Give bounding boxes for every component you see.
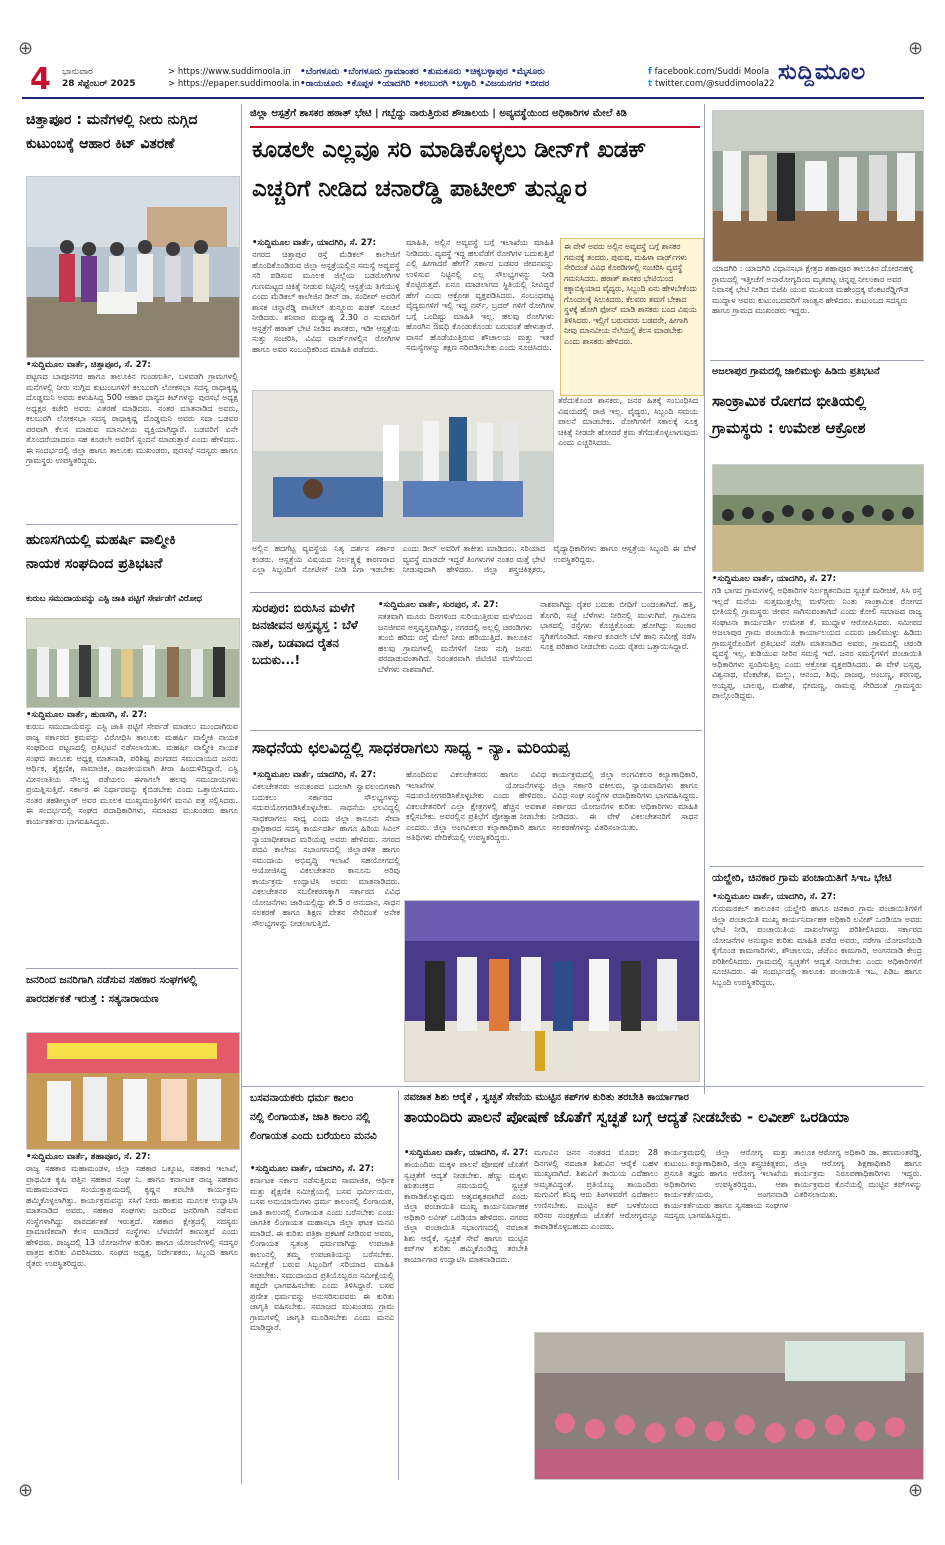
divider [250, 730, 702, 731]
story4-photo [712, 464, 924, 572]
registration-mark-icon: ⊕ [18, 1480, 34, 1501]
story7-body: ಕರ್ನಾಟಕ ಸರ್ಕಾರ ನಡೆಸುತ್ತಿರುವ ಸಾಮಾಜಿಕ, ಆರ್ಥಿಕ ಮತ್ತು ಶೈಕ್ಷಣಿಕ ಸಮೀಕ್ಷೆಯಲ್ಲಿ ಬಸವ ಧರ್ಮೀಯರು, ಬಸವ ಅನುಯಾಯಿಗಳು ಧರ್ಮ ಕಾಲಂನಲ್ಲಿ ಲಿಂಗಾಯತ, ಜಾತಿ ಕಾಲಂನಲ್ಲಿ ಲಿಂಗಾಯತ ಎಂದು ಬರೆಸಬೇಕು ಎಂದು ಜಾಗತಿಕ ಲಿಂಗಾಯತ ಮಹಾಸಭಾ ಜಿಲ್ಲಾ ಘಟಕ ಮನವಿ ಮಾಡಿದೆ. ಈ ಕುರಿತು ಪತ್ರಿಕಾ ಪ್ರಕಟಣೆ ನೀಡಿರುವ ಅವರು, ಲಿಂಗಾಯತ ಸ್ವತಂತ್ರ ಧರ್ಮವಾಗಿದ್ದು ಉಪಜಾತಿ ಕಾಲಂನಲ್ಲಿ ತಮ್ಮ ಉಪಜಾತಿಯನ್ನು ಬರೆಸಬೇಕು. ಸಮೀಕ್ಷೆಗೆ ಬರುವ ಸಿಬ್ಬಂದಿಗೆ ಸರಿಯಾದ ಮಾಹಿತಿ ನೀಡಬೇಕು. ಸಮುದಾಯದ ಪ್ರತಿಯೊಬ್ಬರೂ ಸಮೀಕ್ಷೆಯಲ್ಲಿ ತಪ್ಪದೇ ಭಾಗವಹಿಸಬೇಕು ಎಂದು ತಿಳಿಸಿದ್ದಾರೆ. ಬಸವ ಪ್ರಣೀತ ಧರ್ಮವನ್ನು ಅನುಸರಿಸುವವರು ಈ ಕುರಿತು ಜಾಗೃತಿ ವಹಿಸಬೇಕು. ಸಮಾಜದ ಮುಖಂಡರು ಗ್ರಾಮ ಗ್ರಾಮಗಳಲ್ಲಿ ಜಾಗೃತಿ ಮೂಡಿಸಬೇಕು ಎಂದು ಮನವಿ ಮಾಡಿದ್ದಾರೆ. [250, 1176, 394, 1332]
story6-headline: ಸುರಪುರ: ಬಿರುಸಿನ ಮಳೆಗೆ ಜನಜೀವನ ಅಸ್ತವ್ಯಸ್ತ : ಬೆಳೆ ನಾಶ, ಬಡವಾದ ರೈತನ ಬದುಕು...! [252, 601, 358, 668]
lead-body-col1: ನಗರದ ಚಿತ್ತಾಪುರ ರಸ್ತೆ ಮೆಡಿಕಲ್ ಕಾಲೇಜಿಗೆ ಹೊಂದಿಕೊಂಡಿರುವ ಜಿಲ್ಲಾ ಆಸ್ಪತ್ರೆಯಲ್ಲಿನ ಸಮಸ್ಯೆ ಅವ್ಯವಸ್ಥೆ ಸರಿ ಪಡಿಸುವ ಮೂಲಕ ಜಿಲ್ಲೆಯ ಬಡರೋಗಿಗಳ ಗುಣಮಟ್ಟದ ಚಿಕಿತ್ಸೆ ನೀಡುವ ನಿಟ್ಟಿನಲ್ಲಿ ಆಸ್ಪತ್ರೆಯ ತಿಗೆಯುಳ್ಳಿ ಎಂದು ಮೆಡಿಕಲ್ ಕಾಲೇಜಿನ ಡೀನ್ ಡಾ. ಸಂದೀಪ್ ಅವರಿಗೆ ಶಾಸಕ ಚನ್ನಾರೆಡ್ಡಿ ಪಾಟೀಲ್ ತುನ್ನೂರು ಖಡಕ್ ಸೂಚನೆ ನೀಡಿದರು. ಶನಿವಾರ ಮಧ್ಯಾಹ್ನ 2.30 ರ ಸುಮಾರಿಗೆ ಆಸ್ಪತ್ರೆಗೆ ಹಠಾತ್ ಭೇಟಿ ನೀಡಿದ ಶಾಸಕರು, ಇಡೀ ಆಸ್ಪತ್ರೆಯ ಸುತ್ತು ಸಂಚರಿಸಿ, ವಿವಿಧ ವಾರ್ಡ್‌ಗಳಲ್ಲಿನ ರೋಗಿಗಳ ಹಾಗೂ ಅವರ ಸಂಬಂಧಿಕರಿಂದ ಮಾಹಿತಿ ಪಡೆದರು. [252, 250, 400, 354]
story7-headline-line1: ಬಸವನಾಯಕರು ಧರ್ಮ ಕಾಲಂ [250, 1092, 354, 1104]
story2-body: ಕುರುಬ ಸಮುದಾಯವನ್ನು ಎಸ್ಟಿ ಜಾತಿ ಪಟ್ಟಿಗೆ ಸೇರ್ಪಡೆ ಮಾಡಲು ಮುಂದಾಗಿರುವ ರಾಜ್ಯ ಸರ್ಕಾರದ ಕ್ರಮವನ್ನು ವಿರೋಧಿಸಿ ತಾಲೂಕು ಮಹರ್ಷಿ ವಾಲ್ಮೀಕಿ ನಾಯಕ ಸಂಘದಿಂದ ಪಟ್ಟಣದಲ್ಲಿ ಪ್ರತಿಭಟನೆ ನಡೆಸಲಾಯಿತು. ಮಹರ್ಷಿ ವಾಲ್ಮೀಕಿ ನಾಯಕ ಸಂಘದ ತಾಲೂಕು ಅಧ್ಯಕ್ಷ ಮಾತನಾಡಿ, ಪರಿಶಿಷ್ಟ ಪಂಗಡದ ಸಮುದಾಯದ ಜನರು ಆರ್ಥಿಕ, ಶೈಕ್ಷಣಿಕ, ಸಾಮಾಜಿಕ, ರಾಜಕೀಯವಾಗಿ ತೀರಾ ಹಿಂದುಳಿದಿದ್ದಾರೆ. ಎಸ್ಟಿ ಮೀಸಲಾತಿಯ ಸೌಲಭ್ಯ ಪಡೆಯಲು ಈಗಾಗಲೇ ಹಲವು ಸಮುದಾಯಗಳು ಪ್ರಯತ್ನಿಸುತ್ತಿವೆ. ಸರ್ಕಾರ ಈ ನಿರ್ಧಾರವನ್ನು ಕೈಬಿಡಬೇಕು ಎಂದು ಒತ್ತಾಯಿಸಿದರು. ನಂತರ ತಹಶೀಲ್ದಾರ್ ಅವರ ಮೂಲಕ ಮುಖ್ಯಮಂತ್ರಿಗಳಿಗೆ ಮನವಿ ಪತ್ರ ಸಲ್ಲಿಸಿದರು. ಈ ಸಂದರ್ಭದಲ್ಲಿ ಸಂಘದ ಪದಾಧಿಕಾರಿಗಳು, ಸಮಾಜದ ಮುಖಂಡರು ಹಾಗೂ ಕಾರ್ಯಕರ್ತರು ಭಾಗವಹಿಸಿದ್ದರು. [26, 722, 238, 826]
story1-headline-line2: ಕುಟುಂಬಕ್ಕೆ ಆಹಾರ ಕಿಟ್ ವಿತರಣೆ [26, 135, 175, 152]
story1-headline [26, 112, 238, 153]
story5-body: ಗುರುಮಠಕಲ್ ತಾಲೂಕಿನ ಯಲ್ಹೇರಿ ಹಾಗೂ ಚಿನಕಾರ ಗ್ರಾಮ ಪಂಚಾಯಿತಿಗಳಿಗೆ ಜಿಲ್ಲಾ ಪಂಚಾಯಿತಿ ಮುಖ್ಯ ಕಾರ್ಯನಿರ್ವಾಹಕ ಅಧಿಕಾರಿ ಲವೀಶ್ ಒರಡಿಯಾ ಅವರು ಭೇಟಿ ನೀಡಿ, ಪಂಚಾಯಿತಿಯ ದಾಖಲೆಗಳನ್ನು ಪರಿಶೀಲಿಸಿದರು. ಸರ್ಕಾರದ ಯೋಜನೆಗಳ ಅನುಷ್ಠಾನ ಕುರಿತು ಮಾಹಿತಿ ಪಡೆದ ಅವರು, ನರೇಗಾ ಯೋಜನೆಯಡಿ ಕೈಗೊಂಡ ಕಾಮಗಾರಿಗಳು, ಶೌಚಾಲಯ, ಜೆಜೆಎಂ ಕಾಮಗಾರಿ, ಅಂಗನವಾಡಿ ಕೇಂದ್ರ ಪರಿಶೀಲಿಸಿದರು. ಗ್ರಾಮದಲ್ಲಿ ಸ್ವಚ್ಛತೆಗೆ ಆದ್ಯತೆ ನೀಡಬೇಕು ಎಂದು ಅಧಿಕಾರಿಗಳಿಗೆ ಸೂಚಿಸಿದರು. ಈ ಸಂದರ್ಭದಲ್ಲಿ ತಾಲೂಕು ಪಂಚಾಯಿತಿ ಇಒ, ಪಿಡಿಒ ಹಾಗೂ ಸಿಬ್ಬಂದಿ ಉಪಸ್ಥಿತರಿದ್ದರು. [712, 904, 922, 987]
lead-rule [250, 126, 700, 128]
people-photo-icon [27, 177, 239, 357]
editions-line-2: •ರಾಯಚೂರು •ಕೊಪ್ಪಳ •ಯಾದಗಿರಿ •ಕಲಬುರಗಿ •ಬಳ್ಳಾರಿ •ವಿಜಯನಗರ •ಬೀದರ [300, 79, 550, 89]
story4-headline [712, 392, 922, 438]
story4-kicker: ಅಜಲಾಪುರ ಗ್ರಾಮದಲ್ಲಿ ಜಾಲಿಮುಳ್ಳು ಹಿಡಿದು ಪ್ರತಿಭಟನೆ [712, 366, 880, 377]
feature-body-col1: ವಿಕಲಚೇತನರು ಅನುಕಂಪದ ಬದಲಾಗಿ ಸ್ವಾವಲಂಬಿಗಳಾಗಿ ಬದುಕಲು ಸರ್ಕಾರದ ಸೌಲಭ್ಯಗಳನ್ನು ಸದುಪಯೋಗಪಡಿಸಿಕೊಳ್ಳಬೇಕು. ಸಾಧನೆಯ ಛಲವಿದ್ದಲ್ಲಿ ಸಾಧಕರಾಗಲು ಸಾಧ್ಯ ಎಂದು ಜಿಲ್ಲಾ ಕಾನೂನು ಸೇವಾ ಪ್ರಾಧಿಕಾರದ ಸದಸ್ಯ ಕಾರ್ಯದರ್ಶಿ ಹಾಗೂ ಹಿರಿಯ ಸಿವಿಲ್ ನ್ಯಾಯಾಧೀಶರಾದ ಮರಿಯಪ್ಪ ಅವರು ಹೇಳಿದರು. ನಗರದ ಪದವಿ ಕಾಲೇಜು ಸಭಾಂಗಣದಲ್ಲಿ ಜಿಲ್ಲಾಡಳಿತ ಹಾಗೂ ಸಮುದಾಯ ಅಭಿವೃದ್ಧಿ ಇಲಾಖೆ ಸಹಯೋಗದಲ್ಲಿ ಆಯೋಜಿಸಿದ್ದ ವಿಕಲಚೇತನರ ಕಾನೂನು ಅರಿವು ಕಾರ್ಯಕ್ರಮ ಉದ್ಘಾಟಿಸಿ ಅವರು ಮಾತನಾಡಿದರು. ವಿಕಲಚೇತನರ ಸಬಲೀಕರಣಕ್ಕಾಗಿ ಸರ್ಕಾರದ ವಿವಿಧ ಯೋಜನೆಗಳು ಜಾರಿಯಲ್ಲಿದ್ದು ಶೇ.5 ರ ಅನುದಾನ, ಸಾಧನ ಸಲಕರಣೆ ಹಾಗೂ ಶಿಕ್ಷಣ ವೇತನ ಸೇರಿದಂತೆ ಅನೇಕ ಸೌಲಭ್ಯಗಳನ್ನು ನೀಡಲಾಗುತ್ತಿದೆ. [252, 782, 400, 928]
lead-kicker: ಜಿಲ್ಲಾ ಆಸ್ಪತ್ರೆಗೆ ಶಾಸಕರ ಹಠಾತ್ ಭೇಟಿ | ಗಬ್ಬೆದ್ದು ನಾರುತ್ತಿರುವ ಶೌಚಾಲಯ | ಅವ್ಯವಸ್ಥೆಯಿಂದ ಅಧಿಕಾರಿಗಳ ಮೇಲೆ ಕಿಡಿ [250, 108, 627, 119]
story6-body-col2: ನಾಶವಾಗಿದ್ದು ರೈತರ ಬದುಕು ಬೀದಿಗೆ ಬಂದಂತಾಗಿದೆ. ಹತ್ತಿ, ತೊಗರಿ, ಸಜ್ಜೆ ಬೆಳೆಗಳು ನೀರಿನಲ್ಲಿ ಮುಳುಗಿವೆ. ಗ್ರಾಮೀಣ ಭಾಗದಲ್ಲಿ ರಸ್ತೆಗಳು ಕೊಚ್ಚಿಕೊಂಡು ಹೋಗಿದ್ದು ಸಂಚಾರ ಸ್ಥಗಿತಗೊಂಡಿದೆ. ಸರ್ಕಾರ ಕೂಡಲೇ ಬೆಳೆ ಹಾನಿ ಸಮೀಕ್ಷೆ ನಡೆಸಿ ಸೂಕ್ತ ಪರಿಹಾರ ನೀಡಬೇಕು ಎಂದು ರೈತರು ಒತ್ತಾಯಿಸಿದ್ದಾರೆ. [540, 600, 696, 651]
feature-headline: ಸಾಧನೆಯ ಛಲವಿದ್ದಲ್ಲಿ ಸಾಧಕರಾಗಲು ಸಾಧ್ಯ - ನ್ಯಾ. ಮರಿಯಪ್ಪ [252, 738, 570, 757]
story4-body: ಗಡಿ ಭಾಗದ ಗ್ರಾಮಗಳಲ್ಲಿ ಅಧಿಕಾರಿಗಳ ನಿರ್ಲಕ್ಷ್ಯತನದಿಂದ ಸ್ವಚ್ಛತೆ ಮರೀಚಿಕೆ, ಸಿಸಿ ರಸ್ತೆ ಇಲ್ಲದೆ ಮನೆಯ ಸುತ್ತಮುತ್ತಲೆಲ್ಲ ಮಳೆನೀರು ನಿಂತು ಸಾಂಕ್ರಾಮಿಕ ರೋಗದ ಭೀತಿಯಲ್ಲಿ ಗ್ರಾಮಸ್ಥರು ಜೀವನ ಸಾಗಿಸುವಂತಾಗಿದೆ ಎಂದು ಕೋಲಿ ಸಮಾಜದ ರಾಜ್ಯ ಸಂಘಟನಾ ಕಾರ್ಯದರ್ಶಿ ಉಮೇಶ ಕೆ. ಮುದ್ನಾಳ ಆರೋಪಿಸಿದರು. ಸಮೀಪದ ಅಜಲಾಪುರ ಗ್ರಾಮ ಪಂಚಾಯಿತಿ ಕಾರ್ಯಾಲಯದ ಎದುರು ಜಾಲಿಮುಳ್ಳು ಹಿಡಿದು ಗ್ರಾಮಸ್ಥರೊಂದಿಗೆ ಪ್ರತಿಭಟನೆ ನಡೆಸಿ ಮಾತನಾಡಿದ ಅವರು, ಗ್ರಾಮದಲ್ಲಿ ಚರಂಡಿ ವ್ಯವಸ್ಥೆ ಇಲ್ಲ, ಕುಡಿಯುವ ನೀರಿನ ಸಮಸ್ಯೆ ಇದೆ. ಜನರ ಸಮಸ್ಯೆಗಳಿಗೆ ಪಂಚಾಯಿತಿ ಅಧಿಕಾರಿಗಳು ಸ್ಪಂದಿಸುತ್ತಿಲ್ಲ ಎಂದು ಆಕ್ರೋಶ ವ್ಯಕ್ತಪಡಿಸಿದರು. ಈ ವೇಳೆ ಬಸ್ಸಪ್ಪ, ವಿಶ್ವನಾಥ, ವೆಂಕಟೇಶ, ಮಲ್ಲು, ಆನಂದ, ಶಿವು, ರಾಜಪ್ಪ, ಅಂಬಣ್ಣ, ಶರಣಪ್ಪ, ಅಯ್ಯಪ್ಪ, ಬಾಲಪ್ಪ, ಮಹೇಶ, ಭೀಮಣ್ಣ, ರಾಮಪ್ಪ ಸೇರಿದಂತೆ ಗ್ರಾಮಸ್ಥರು ಪಾಲ್ಗೊಂಡಿದ್ದರು. [712, 586, 922, 700]
editions-line-1: •ಬೆಂಗಳೂರು •ಬೆಂಗಳೂರು ಗ್ರಾಮಾಂತರ •ತುಮಕೂರು •ಚಿಕ್ಕಬಳ್ಳಾಪುರ •ಮೈಸೂರು [300, 67, 545, 77]
feature-body-col2: ಹೊಂದಿರುವ ವಿಕಲಚೇತನರು ಹಾಗೂ ವಿವಿಧ ಇಲಾಖೆಗಳ ಯೋಜನೆಗಳನ್ನು ಸದುಪಯೋಗಪಡಿಸಿಕೊಳ್ಳಬೇಕು ಎಂದು ಹೇಳಿದರು. ವಿಕಲಚೇತನರಿಗೆ ಎಲ್ಲಾ ಕ್ಷೇತ್ರಗಳಲ್ಲಿ ಹೆಚ್ಚಿನ ಅವಕಾಶ ಕಲ್ಪಿಸಬೇಕು. ಅವರಲ್ಲಿನ ಪ್ರತಿಭೆಗೆ ಪ್ರೋತ್ಸಾಹ ನೀಡಬೇಕು ಎಂದರು. ಜಿಲ್ಲಾ ಅಂಗವಿಕಲರ ಕಲ್ಯಾಣಾಧಿಕಾರಿ ಹಾಗೂ ಅತಿಥಿಗಳು ವೇದಿಕೆಯಲ್ಲಿ ಉಪಸ್ಥಿತರಿದ್ದರು. [406, 770, 546, 842]
divider [250, 592, 702, 593]
story8-kicker: ನವಜಾತ ಶಿಶು ಆರೈಕೆ , ಸ್ವಚ್ಛತೆ ಸೇವೆಯ ಮುಟ್ಟಿನ ಕಪ್‌ಗಳ ಕುರಿತು ತರಬೇತಿ ಕಾರ್ಯಾಗಾರ [404, 1092, 689, 1103]
story4-headline-line1: ಸಾಂಕ್ರಾಮಿಕ ರೋಗದ ಭೀತಿಯಲ್ಲಿ [712, 392, 867, 410]
story8-body-col3: ಕಾರ್ಯಕ್ರಮದಲ್ಲಿ ಜಿಲ್ಲಾ ಆರೋಗ್ಯ ಮತ್ತು ಕುಟುಂಬ ಕಲ್ಯಾಣಾಧಿಕಾರಿ, ಜಿಲ್ಲಾ ಶಸ್ತ್ರಚಿಕಿತ್ಸಕರು, ಪ್ರಸೂತಿ ತಜ್ಞರು ಹಾಗೂ ಆರೋಗ್ಯ ಇಲಾಖೆಯ ಅಧಿಕಾರಿಗಳು ಉಪಸ್ಥಿತರಿದ್ದರು. ಆಶಾ ಕಾರ್ಯಕರ್ತೆಯರು, ಅಂಗನವಾಡಿ ಕಾರ್ಯಕರ್ತೆಯರು ಹಾಗೂ ಸ್ವಸಹಾಯ ಸಂಘಗಳ ಸದಸ್ಯರು ಭಾಗವಹಿಸಿದ್ದರು. [664, 1148, 788, 1220]
registration-mark-icon: ⊕ [908, 38, 924, 59]
facebook-link[interactable]: facebook.com/Suddi Moola [654, 67, 770, 77]
lead-headline-line2: ಎಚ್ಚರಿಗೆ ನೀಡಿದ ಚನಾರೆಡ್ಡಿ ಪಾಟೀಲ್ ತುನ್ನೂರ [252, 175, 587, 202]
story3-photo [26, 1032, 240, 1150]
registration-mark-icon: ⊕ [18, 38, 34, 59]
story1-photo [26, 176, 240, 358]
story5-headline: ಯಲ್ಹೇರಿ, ಚಿನಕಾರ ಗ್ರಾಮ ಪಂಚಾಯಿತಿಗೆ ಸಿಇಒ ಭೇಟಿ [712, 872, 892, 884]
twitter-link[interactable]: twitter.com/@suddimoola22 [655, 79, 775, 89]
story4-byline: •ಸುದ್ದಿಮೂಲ ವಾರ್ತೆ, ಯಾದಗಿರಿ, ಸೆ. 27: [712, 574, 836, 584]
story7-headline-line3: ಲಿಂಗಾಯತ ಎಂದು ಬರೆಯಲು ಮನವಿ [250, 1130, 377, 1143]
header-rule [22, 97, 924, 99]
lead-body-bottom: ಅಲ್ಲಿನ ಹದಗೆಟ್ಟ ವ್ಯವಸ್ಥೆಯ ನಿತ್ಯ ದರ್ಶನ ಸರ್ಕಾರ ಕಂಡರು. ಆಸ್ಪತ್ರೆಯ ವಿಷಯದ ನಿರ್ಲಕ್ಷ್ಯಕ್ಕೆ ಕಾರಣರಾದ ಎಲ್ಲಾ ಸಿಬ್ಬಂದಿಗೆ ನೋಟೀಸ್ ನೀಡಿ ನಿಗಾ ಇಡಬೇಕು ಎಂದು ಡೀನ್ ಅವರಿಗೆ ತಾಕೀತು ಮಾಡಿದರು. ಸರಿಯಾದ ವ್ಯವಸ್ಥೆ ಮಾಡದೇ ಇದ್ದರೆ ತಿಂಗಳುಗಳ ನಂತರ ಮತ್ತೆ ಭೇಟಿ ನೀಡುವುದಾಗಿ ಹೇಳಿದರು. ಜಿಲ್ಲಾ ಶಸ್ತ್ರಚಿಕಿತ್ಸಕರು, ವೈದ್ಯಾಧಿಕಾರಿಗಳು ಹಾಗೂ ಆಸ್ಪತ್ರೆಯ ಸಿಬ್ಬಂದಿ ಈ ವೇಳೆ ಉಪಸ್ಥಿತರಿದ್ದರು. [252, 544, 696, 574]
story3-headline [26, 974, 238, 1006]
story3-headline-line1: ಜನರಿಂದ ಜನರಿಗಾಗಿ ನಡೆಸುವ ಸಹಕಾರ ಸಂಘಗಳಲ್ಲಿ [26, 974, 197, 986]
divider [26, 524, 238, 525]
story1-headline-line1: ಚಿತ್ತಾಪೂರ : ಮನೆಗಳಲ್ಲಿ ನೀರು ನುಗ್ಗಿದ [26, 112, 198, 128]
page-number: 4 [30, 62, 51, 97]
story2-headline [26, 532, 238, 573]
story7-headline [250, 1092, 394, 1143]
story7-headline-line2: ನಲ್ಲಿ ಲಿಂಗಾಯತ, ಜಾತಿ ಕಾಲಂ ನಲ್ಲಿ [250, 1111, 370, 1124]
condolence-visit-photo-icon [713, 111, 923, 261]
story3-body: ರಾಜ್ಯ ಸಹಕಾರ ಮಹಾಮಂಡಳ, ಜಿಲ್ಲಾ ಸಹಕಾರ ಒಕ್ಕೂಟ, ಸಹಕಾರ ಇಲಾಖೆ, ಪ್ರಾಥಮಿಕ ಕೃಷಿ ಪತ್ತಿನ ಸಹಕಾರ ಸಂಘ ನಿ. ಹಾಗೂ ಕರ್ನಾಟಕ ರಾಜ್ಯ ಸಹಕಾರ ಮಹಾಮಂಡಳದ ಸಂಯುಕ್ತಾಶ್ರಯದಲ್ಲಿ ಕೃಷ್ಣನ ತರಬೇತಿ ಕಾರ್ಯಕ್ರಮ ಹಮ್ಮಿಕೊಳ್ಳಲಾಗಿತ್ತು. ಕಾರ್ಯಕ್ರಮವನ್ನು ಸಸಿಗೆ ನೀರು ಹಾಕುವ ಮೂಲಕ ಉದ್ಘಾಟಿಸಿ ಮಾತನಾಡಿದ ಅವರು, ಸಹಕಾರ ಸಂಘಗಳು ಜನರಿಂದ ಜನರಿಗಾಗಿ ನಡೆಸುವ ಸಂಸ್ಥೆಗಳಾಗಿದ್ದು ಪಾರದರ್ಶಕತೆ ಇರುತ್ತದೆ. ಸಹಕಾರ ಕ್ಷೇತ್ರದಲ್ಲಿ ಸದಸ್ಯರು ಪ್ರಾಮಾಣಿಕವಾಗಿ ಕೆಲಸ ಮಾಡಿದರೆ ಸಂಸ್ಥೆಗಳು ಬೆಳವಣಿಗೆ ಕಾಣುತ್ತವೆ ಎಂದು ಹೇಳಿದರು. ರಾಜ್ಯದಲ್ಲಿ 13 ಯೋಜನೆಗಳ ಕುರಿತು ಹಾಗೂ ಯೋಜನೆಗಳಲ್ಲಿ ಸದಸ್ಯರ ಪಾತ್ರದ ಕುರಿತು ವಿವರಿಸಿದರು. ಸಂಘದ ಅಧ್ಯಕ್ಷ, ನಿರ್ದೇಶಕರು, ಸಿಬ್ಬಂದಿ ಹಾಗೂ ರೈತರು ಉಪಸ್ಥಿತರಿದ್ದರು. [26, 1164, 238, 1268]
protest-photo-icon [27, 619, 239, 707]
divider [26, 968, 238, 969]
social-links [648, 66, 775, 90]
hospital-ward-photo-icon [253, 391, 553, 541]
epaper-link[interactable]: > https://epaper.suddimoola.in [168, 79, 300, 89]
registration-mark-icon: ⊕ [908, 1480, 924, 1501]
feature-body-col3: ಕಾರ್ಯಕ್ರಮದಲ್ಲಿ ಜಿಲ್ಲಾ ಅಂಗವಿಕಲರ ಕಲ್ಯಾಣಾಧಿಕಾರಿ, ಜಿಲ್ಲಾ ಸರ್ಕಾರಿ ವಕೀಲರು, ನ್ಯಾಯವಾದಿಗಳು ಹಾಗೂ ವಿವಿಧ ಸಂಘ ಸಂಸ್ಥೆಗಳ ಪದಾಧಿಕಾರಿಗಳು ಭಾಗವಹಿಸಿದ್ದರು. ಸರ್ಕಾರದ ಯೋಜನೆಗಳ ಕುರಿತು ಅಧಿಕಾರಿಗಳು ಮಾಹಿತಿ ನೀಡಿದರು. ಈ ವೇಳೆ ವಿಕಲಚೇತನರಿಗೆ ಸಾಧನ ಸಲಕರಣೆಗಳನ್ನು ವಿತರಿಸಲಾಯಿತು. [552, 770, 698, 832]
divider [710, 866, 924, 867]
workshop-audience-photo-icon [535, 1333, 923, 1479]
story2-headline-line1: ಹುಣಸಗಿಯಲ್ಲಿ ಮಹರ್ಷಿ ವಾಲ್ಮೀಕಿ [26, 532, 176, 548]
facebook-icon: f [648, 67, 655, 77]
lead-body-col2: ಮಾಹಿತಿ, ಅಲ್ಲಿನ ಅವ್ಯವಸ್ಥೆ ಬಗ್ಗೆ ಇಲಾಖೆಯ ಮಾಹಿತಿ ನೀಡಿದರು. ವ್ಯವಸ್ಥೆ ಇದ್ದ ಹಲವೆಡೆಗೆ ರೋಗಿಗಳ ಬದುಕುತ್ತಿವೆ ಎಲ್ಲಿ ಹೀಗಾದರೆ ಹೇಗೆ? ಸರ್ಕಾರ ಬಡವರ ಜೀವನವನ್ನು ಉಳಿಸುವ ನಿಟ್ಟಿನಲ್ಲಿ ಎಲ್ಲ ಸೌಲಭ್ಯಗಳನ್ನು ನೀಡಿ ಕೊಟ್ಟಿರುತ್ತದೆ. ಏನೂ ಮಾಡಲಾಗದ ಸ್ಥಿತಿಯಲ್ಲಿ ನೀವಿದ್ದರೆ ಹೇಗೆ ಎಂದು ಆಕ್ರೋಶ ವ್ಯಕ್ತಪಡಿಸಿದರು. ಸಂಬಂಧಪಟ್ಟ ವೈದ್ಯರುಗಳಿಗೆ ಇಲ್ಲಿ ಇದ್ದ ನರ್ಸ್, ಬ್ರದರ್ ಗಳಿಗೆ ರೋಗಿಗಳ ಬಗ್ಗೆ ಒಂದಿಷ್ಟು ಮಾಹಿತಿ ಇಲ್ಲ. ಹಲವು ರೋಗಿಗಳು ಹೊರಗಿನ ಔಷಧಿ ಕೊಂಡುಕೊಂಡು ಬರುವಂತೆ ಹೇಳುತ್ತಾರೆ. ವಾಸನೆ ಹೊಡೆಯುತ್ತಿರುವ ಶೌಚಾಲಯ ಮತ್ತು ಇತರೆ ಸಮಸ್ಯೆಗಳನ್ನು ತಕ್ಷಣ ಸರಿಪಡಿಸಬೇಕು ಎಂದು ಸೂಚಿಸಿದರು. [406, 238, 554, 352]
training-photo-icon [27, 1033, 239, 1149]
story7-byline: •ಸುದ್ದಿಮೂಲ ವಾರ್ತೆ, ಯಾದಗಿರಿ, ಸೆ. 27: [250, 1164, 374, 1174]
dateline [62, 66, 136, 90]
date: 28 ಸೆಪ್ಟೆಂಬರ್ 2025 [62, 79, 136, 89]
lead-photo [252, 390, 554, 542]
story8-byline: •ಸುದ್ದಿಮೂಲ ವಾರ್ತೆ, ಯಾದಗಿರಿ, ಸೆ. 27: [404, 1148, 528, 1158]
story8-headline: ತಾಯಂದಿರು ಪಾಲನೆ ಪೋಷಣೆ ಜೊತೆಗೆ ಸ್ವಚ್ಛತೆ ಬಗ್ಗೆ ಆದ್ಯತೆ ನೀಡಬೇಕು - ಲವೀಶ್ ಒರಡಿಯಾ [404, 1108, 850, 1126]
day: ಭಾನುವಾರ [62, 67, 93, 77]
lead-byline: •ಸುದ್ದಿಮೂಲ ವಾರ್ತೆ, ಯಾದಗಿರಿ, ಸೆ. 27: [252, 238, 376, 248]
divider [242, 1086, 924, 1087]
story2-byline: •ಸುದ್ದಿಮೂಲ ವಾರ್ತೆ, ಹುಣಸಗಿ, ಸೆ. 27: [26, 710, 148, 720]
masthead-logo: ಸುದ್ದಿಮೂಲ [778, 60, 867, 85]
feature-photo [404, 900, 700, 1082]
column-divider [398, 1090, 399, 1480]
story6-body-col1: ಸತತವಾಗಿ ಮೂರು ದಿನಗಳಿಂದ ಸುರಿಯುತ್ತಿರುವ ಮಳೆಯಿಂದ ಜನಜೀವನ ಅಸ್ತವ್ಯಸ್ತವಾಗಿದ್ದು, ನಗರದಲ್ಲಿ ಅಲ್ಲಲ್ಲಿ ಚರಂಡಿಗಳು ತುಂಬಿ ಹರಿದು ರಸ್ತೆ ಮೇಲೆ ನೀರು ಹರಿಯುತ್ತಿದೆ. ತಾಲೂಕಿನ ಹಲವು ಗ್ರಾಮಗಳಲ್ಲಿ ಮನೆಗಳಿಗೆ ನೀರು ನುಗ್ಗಿ ಜನರು ಪರದಾಡುವಂತಾಗಿದೆ. ನಿರಂತರವಾಗಿ ಜಿಟಿಜಿಟಿ ಮಳೆಯಿಂದ ಬೆಳೆಗಳು ನಾಶವಾಗಿವೆ. [378, 612, 532, 674]
story3-byline: •ಸುದ್ದಿಮೂಲ ವಾರ್ತೆ, ಶಹಾಪೂರ, ಸೆ. 27: [26, 1152, 151, 1162]
top-right-photo-caption: ಯಾದಗಿರಿ : ಯಾದಗಿರಿ ವಿಧಾನಸಭಾ ಕ್ಷೇತ್ರದ ಶಹಾಪೂರ ತಾಲೂಕಿನ ದೋರನಹಳ್ಳಿ ಗ್ರಾಮದಲ್ಲಿ ಇತ್ತೀಚೆಗೆ ಅನಾರೋಗ್ಯದಿಂದ ಮೃತಪಟ್ಟ ಚಿನ್ನಪ್ಪ ನೀಲಂಕಾರ ಅವರ ನಿವಾಸಕ್ಕೆ ಭೇಟಿ ನೀಡಿದ ಬಿಜೆಪಿ ಯುವ ಮುಖಂಡ ಮಹೇಂದ್ರಕ್ಕ ವೆಂಕಟರೆಡ್ಡಿಗೌಡ ಮುದ್ನಾಳ ಅವರು ಕುಟುಂಬದವರಿಗೆ ಸಾಂತ್ವನ ಹೇಳಿದರು. ಕುಟುಂಬದ ಸದಸ್ಯರು ಹಾಗೂ ಗ್ರಾಮದ ಮುಖಂಡರು ಇದ್ದರು. [712, 264, 914, 315]
story8-photo [534, 1332, 924, 1480]
story2-headline-line2: ನಾಯಕ ಸಂಘದಿಂದ ಪ್ರತಿಭಟನೆ [26, 555, 163, 572]
lead-highlight-box: ಈ ವೇಳೆ ಅವರು ಅಲ್ಲಿನ ಅವ್ಯವಸ್ಥೆ ಬಗ್ಗೆ ಶಾಸಕರ ಗಮನಕ್ಕೆ ತಂದರು. ಪುರುಷ, ಮಹಿಳಾ ವಾರ್ಡ್‌ಗಳು ಸೇರಿದಂತೆ ವಿವಿಧ ಕೊಠಡಿಗಳಲ್ಲಿ ಸಂಚರಿಸಿ ವ್ಯವಸ್ಥೆ ಗಮನಿಸಿದರು. ಹಠಾತ್ ಶಾಸಕರ ಭೇಟಿಯಿಂದ ಕಕ್ಕಾಬಿಕ್ಕಿಯಾದ ವೈದ್ಯರು, ಸಿಬ್ಬಂದಿ ಏನು ಹೇಳಬೇಕೆಂದು ಗೊಂದಲಕ್ಕೆ ಸಿಲುಕಿದರು. ಕೆಲವರು ತಮಗೆ ಬೇಕಾದ ಸ್ಥಳಕ್ಕೆ ಹೋಗಿ ಫೋನ್ ಮಾಡಿ ಶಾಸಕರು ಬಂದ ವಿಷಯ ತಿಳಿಸಿದರು. ಇಲ್ಲಿಗೆ ಬರುವವರು ಬಡವರೇ, ಹೀಗಾಗಿ ನೀವು ಮಾನವೀಯ ನೆಲೆಯಲ್ಲಿ ಕೆಲಸ ಮಾಡಬೇಕು ಎಂದು ಶಾಸಕರು ಹೇಳಿದರು. [560, 238, 704, 396]
lead-headline [252, 136, 702, 204]
stage-event-photo-icon [405, 901, 699, 1081]
story5-byline: •ಸುದ್ದಿಮೂಲ ವಾರ್ತೆ, ಯಾದಗಿರಿ, ಸೆ. 27: [712, 892, 836, 902]
website-link[interactable]: > https://www.suddimoola.in [168, 67, 291, 77]
story1-byline: •ಸುದ್ದಿಮೂಲ ವಾರ್ತೆ, ಚಿತ್ತಾಪೂರ, ಸೆ. 27: [26, 360, 151, 370]
divider [710, 360, 924, 361]
editions-list [300, 66, 549, 90]
website-links [168, 66, 300, 90]
story6-byline: •ಸುದ್ದಿಮೂಲ ವಾರ್ತೆ, ಸುರಪುರ, ಸೆ. 27: [378, 600, 499, 610]
story3-headline-line2: ಪಾರದರ್ಶಕತೆ ಇರುತ್ತೆ : ಸತ್ಯನಾರಾಯಣ [26, 993, 159, 1006]
story1-body: ಪಟ್ಟಣದ ಬಾಪೂನಗರ ಹಾಗೂ ತಾಲೂಕಿನ ಗುಂಡಗುರ್ತಿ, ಬಳವಡಗಿ ಗ್ರಾಮಗಳಲ್ಲಿ ಮನೆಗಳಲ್ಲಿ ನೀರು ನುಗ್ಗಿದ ಕುಟುಂಬಗಳಿಗೆ ಕಲಬುರಗಿ ಲೋಕಸಭಾ ಸದಸ್ಯ ರಾಧಾಕೃಷ್ಣ ದೊಡ್ಡಮನಿ ಅವರು ಕಳುಹಿಸಿದ್ದ 500 ಆಹಾರ ಧಾನ್ಯದ ಕಿಟ್‌ಗಳನ್ನು ಪುರಸಭೆ ಅಧ್ಯಕ್ಷ ಅಧ್ಯಕ್ಷರ ಕಚೇರಿ ಅವರು ವಿತರಣೆ ಮಾಡಿದರು. ನಂತರ ಮಾತನಾಡಿದ ಅವರು, ಕಲಬುರಗಿ ಲೋಕಸಭಾ ಸದಸ್ಯ ರಾಧಾಕೃಷ್ಣ ದೊಡ್ಡಮನಿ ಅವರು ಸದಾ ಬಡವರ ಪರವಾಗಿ ಕೆಲಸ ಮಾಡುವ ಮಾನವೀಯ ವ್ಯಕ್ತಿಯಾಗಿದ್ದಾರೆ. ಬಡವರಿಗೆ ಏನೇ ತೊಂದರೆಯಾದರೂ ಸಹ ಕೂಡಲೇ ಅವರಿಗೆ ಸ್ಪಂದನೆ ಮಾಡುತ್ತಾರೆ ಎಂದು ಹೇಳಿದರು. ಈ ಸಂದರ್ಭದಲ್ಲಿ ಜಿಲ್ಲಾ ಹಾಗೂ ತಾಲೂಕು ಮುಖಂಡರು, ಪುರಸಭೆ ಸದಸ್ಯರು ಹಾಗೂ ಗ್ರಾಮಸ್ಥರು ಉಪಸ್ಥಿತರಿದ್ದರು. [26, 372, 238, 465]
column-divider [241, 104, 242, 1484]
story8-body-col4: ತಾಲೂಕ ಆರೋಗ್ಯ ಅಧಿಕಾರಿ ಡಾ. ಹಣಮಂತರೆಡ್ಡಿ, ಜಿಲ್ಲಾ ಆರೋಗ್ಯ ಶಿಕ್ಷಣಾಧಿಕಾರಿ ಹಾಗೂ ಕಾರ್ಯಕ್ರಮ ನಿರೂಪಣಾಧಿಕಾರಿಗಳು ಇದ್ದರು. ಕಾರ್ಯಕ್ರಮದ ಕೊನೆಯಲ್ಲಿ ಮುಟ್ಟಿನ ಕಪ್‌ಗಳನ್ನು ವಿತರಿಸಲಾಯಿತು. [794, 1148, 922, 1199]
story2-kicker: ಕುರುಬ ಸಮುದಾಯವನ್ನು ಎಸ್ಟಿ ಜಾತಿ ಪಟ್ಟಿಗೆ ಸೇರ್ಪಡೆಗೆ ವಿರೋಧ [26, 594, 203, 604]
story4-headline-line2: ಗ್ರಾಮಸ್ಥರು : ಉಮೇಶ ಆಕ್ರೋಶ [712, 418, 866, 437]
story8-body-col2: ಮಗುವಿನ ಜನನ ನಂತರದ ಮೊದಲ 28 ದಿನಗಳಲ್ಲಿ ನವಜಾತ ಶಿಶುವಿನ ಆರೈಕೆ ಬಹಳ ಮುಖ್ಯವಾಗಿದೆ. ಶಿಶುವಿಗೆ ತಾಯಿಯ ಎದೆಹಾಲು ಅಮೃತವಿದ್ದಂತೆ. ಪ್ರತಿಯೊಬ್ಬ ತಾಯಂದಿರು ಮಗುವಿಗೆ ಕನಿಷ್ಠ ಆರು ತಿಂಗಳವರೆಗೆ ಎದೆಹಾಲು ಉಣಿಸಬೇಕು. ಮುಟ್ಟಿನ ಕಪ್ ಬಳಕೆಯಿಂದ ಪರಿಸರ ಸಂರಕ್ಷಣೆಯ ಜೊತೆಗೆ ಆರೋಗ್ಯವನ್ನೂ ಕಾಪಾಡಿಕೊಳ್ಳಬಹುದು ಎಂದರು. [534, 1148, 658, 1231]
feature-byline: •ಸುದ್ದಿಮೂಲ ವಾರ್ತೆ, ಯಾದಗಿರಿ, ಸೆ. 27: [252, 770, 376, 780]
story2-photo [26, 618, 240, 708]
villagers-protest-photo-icon [713, 465, 923, 571]
story8-body-col1: ತಾಯಂದಿರು ಮಕ್ಕಳ ಪಾಲನೆ ಪೋಷಣೆ ಜೊತೆಗೆ ಸ್ವಚ್ಛತೆಗೆ ಆದ್ಯತೆ ನೀಡಬೇಕು. ಹೆಣ್ಣು ಮಕ್ಕಳು ಋತುಚಕ್ರದ ಸಮಯದಲ್ಲಿ ಸ್ವಚ್ಛತೆ ಕಾಪಾಡಿಕೊಳ್ಳುವುದು ಅತ್ಯವಶ್ಯಕವಾಗಿದೆ ಎಂದು ಜಿಲ್ಲಾ ಪಂಚಾಯಿತಿ ಮುಖ್ಯ ಕಾರ್ಯನಿರ್ವಾಹಕ ಅಧಿಕಾರಿ ಲವೀಶ್ ಒರಡಿಯಾ ಹೇಳಿದರು. ನಗರದ ಜಿಲ್ಲಾ ಪಂಚಾಯಿತಿ ಸಭಾಂಗಣದಲ್ಲಿ ನವಜಾತ ಶಿಶು ಆರೈಕೆ, ಸ್ವಚ್ಛತೆ ಸೇವೆ ಹಾಗೂ ಮುಟ್ಟಿನ ಕಪ್‌ಗಳ ಕುರಿತು ಹಮ್ಮಿಕೊಂಡಿದ್ದ ತರಬೇತಿ ಕಾರ್ಯಾಗಾರ ಉದ್ಘಾಟಿಸಿ ಮಾತನಾಡಿದರು. [404, 1160, 528, 1264]
twitter-icon: t [648, 79, 656, 89]
lead-body-col3: ತೆರೆದುಕೊಂಡ ಶಾಸಕರು, ಜನರ ಹಿತಕ್ಕೆ ಸಂಬಂಧಿಸಿದ ವಿಷಯದಲ್ಲಿ ರಾಜಿ ಇಲ್ಲ. ವೈದ್ಯರು, ಸಿಬ್ಬಂದಿ ಸಮಯ ಪಾಲನೆ ಮಾಡಬೇಕು. ರೋಗಿಗಳಿಗೆ ಸಕಾಲಕ್ಕೆ ಸೂಕ್ತ ಚಿಕಿತ್ಸೆ ನೀಡದೇ ಹೋದರೆ ಕ್ರಮ ತೆಗೆದುಕೊಳ್ಳಲಾಗುವುದು ಎಂದು ಎಚ್ಚರಿಸಿದರು. [558, 396, 698, 447]
lead-headline-line1: ಕೂಡಲೇ ಎಲ್ಲವೂ ಸರಿ ಮಾಡಿಕೊಳ್ಳಲು ಡೀನ್‌ಗೆ ಖಡಕ್ [252, 137, 647, 163]
top-right-photo [712, 110, 924, 262]
column-divider [704, 104, 705, 1094]
